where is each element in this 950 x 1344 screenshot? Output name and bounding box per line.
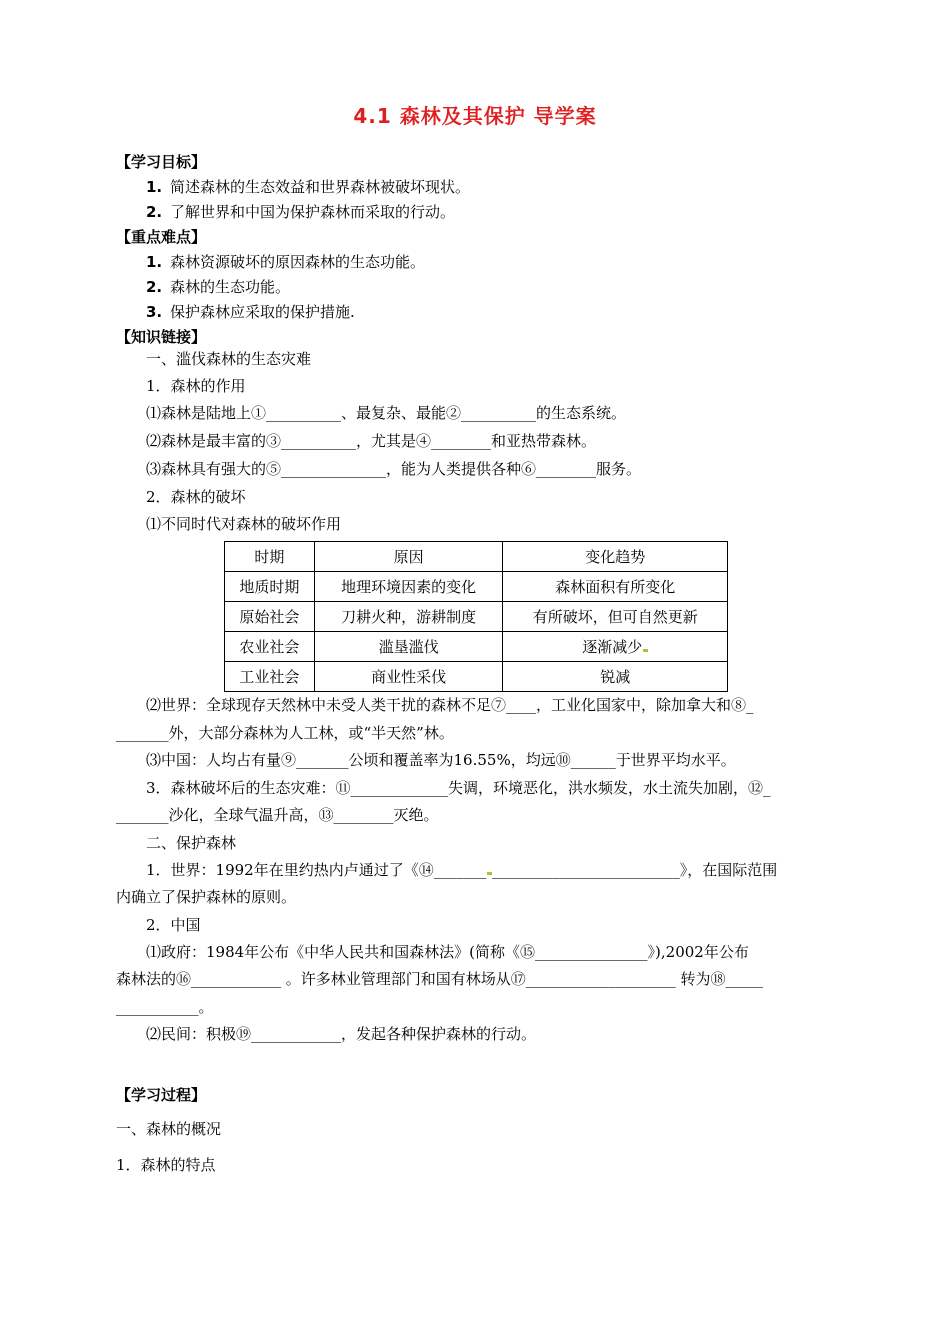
document-title: 4.1 森林及其保护 导学案 — [353, 104, 597, 128]
link-heading: 【知识链接】 — [116, 328, 207, 346]
table-header: 变化趋势 — [503, 542, 728, 572]
link-line-5: ⑶森林具有强大的⑤______________，能为人类提供各种⑥________服务。 — [146, 460, 642, 478]
key-item-3 — [146, 302, 355, 322]
table-row — [225, 572, 728, 602]
forest-destruction-table — [224, 541, 728, 692]
key-num-2: 2. — [146, 278, 163, 296]
after-line-2: _______外，大部分森林为人工林，或“半天然”林。 — [116, 724, 454, 742]
after-line-1: ⑵世界：全球现存天然林中未受人类干扰的森林不足⑦____，工业化国家中，除加拿大和⑧_ — [146, 696, 754, 714]
table-cell: 农业社会 — [225, 632, 315, 662]
after-line-8: 内确立了保护森林的原则。 — [116, 888, 297, 906]
goal-num-1: 1. — [146, 178, 163, 196]
table-cell: 商业性采伐 — [314, 662, 503, 692]
table-cell: 原始社会 — [225, 602, 315, 632]
after-line-7b: _________________________》，在国际范围 — [492, 861, 778, 879]
table-cell: 森林面积有所变化 — [503, 572, 728, 602]
link-line-2: 1．森林的作用 — [146, 377, 246, 395]
after-line-7a: 1．世界：1992年在里约热内卢通过了《⑭_______ — [146, 861, 487, 879]
table-cell: 地理环境因素的变化 — [314, 572, 503, 602]
after-line-7 — [146, 860, 777, 880]
key-num-3: 3. — [146, 303, 163, 321]
table-cell: 有所破坏，但可自然更新 — [503, 602, 728, 632]
table-header: 原因 — [314, 542, 503, 572]
table-header-row — [225, 542, 728, 572]
table-cell: 地质时期 — [225, 572, 315, 602]
link-line-1: 一、滥伐森林的生态灾难 — [146, 350, 312, 368]
key-item-2 — [146, 277, 290, 297]
table-row — [225, 662, 728, 692]
table-cell-text: 逐渐减少 — [582, 638, 643, 656]
link-line-3: ⑴森林是陆地上①__________、最复杂、最能②__________的生态系统。 — [146, 404, 627, 422]
key-text-2: 森林的生态功能。 — [170, 278, 291, 296]
table-cell — [503, 632, 728, 662]
link-line-4: ⑵森林是最丰富的③__________，尤其是④________和亚热带森林。 — [146, 432, 597, 450]
goal-num-2: 2. — [146, 203, 163, 221]
goal-text-1: 简述森林的生态效益和世界森林被破坏现状。 — [170, 178, 471, 196]
goal-item-1 — [146, 177, 470, 197]
table-row — [225, 632, 728, 662]
key-text-1: 森林资源破坏的原因森林的生态功能。 — [170, 253, 426, 271]
link-line-6: 2．森林的破坏 — [146, 488, 246, 506]
table-cell: 锐减 — [503, 662, 728, 692]
table-cell: 刀耕火种，游耕制度 — [314, 602, 503, 632]
table-row — [225, 602, 728, 632]
goals-heading: 【学习目标】 — [116, 153, 207, 171]
process-heading: 【学习过程】 — [116, 1086, 207, 1104]
after-line-13: ⑵民间：积极⑲____________，发起各种保护森林的行动。 — [146, 1025, 537, 1043]
after-line-12: ___________。 — [116, 998, 214, 1016]
process-line-2: 1．森林的特点 — [116, 1156, 216, 1174]
goal-text-2: 了解世界和中国为保护森林而采取的行动。 — [170, 203, 456, 221]
after-line-11: 森林法的⑯____________ 。许多林业管理部门和国有林场从⑰____________________ 转为⑱_____ — [116, 970, 764, 988]
goal-item-2 — [146, 202, 455, 222]
edit-mark — [643, 649, 648, 652]
key-num-1: 1. — [146, 253, 163, 271]
after-line-10: ⑴政府：1984年公布《中华人民共和国森林法》(简称《⑮_______________》),2002年公布 — [146, 943, 749, 961]
after-line-5: _______沙化，全球气温升高，⑬________灭绝。 — [116, 806, 439, 824]
after-line-9: 2．中国 — [146, 916, 201, 934]
table-cell: 工业社会 — [225, 662, 315, 692]
after-line-6: 二、保护森林 — [146, 834, 237, 852]
key-heading: 【重点难点】 — [116, 228, 207, 246]
after-line-4: 3．森林破坏后的生态灾难：⑪_____________失调，环境恶化，洪水频发，水土流失加剧，⑫_ — [146, 779, 771, 797]
table-header: 时期 — [225, 542, 315, 572]
key-item-1 — [146, 252, 425, 272]
process-line-1: 一、森林的概况 — [116, 1120, 222, 1138]
link-line-7: ⑴不同时代对森林的破坏作用 — [146, 515, 342, 533]
after-line-3: ⑶中国：人均占有量⑨_______公顷和覆盖率为16.55%，均远⑩______于世界平均水平。 — [146, 751, 736, 769]
table-cell: 滥垦滥伐 — [314, 632, 503, 662]
key-text-3: 保护森林应采取的保护措施. — [170, 303, 355, 321]
